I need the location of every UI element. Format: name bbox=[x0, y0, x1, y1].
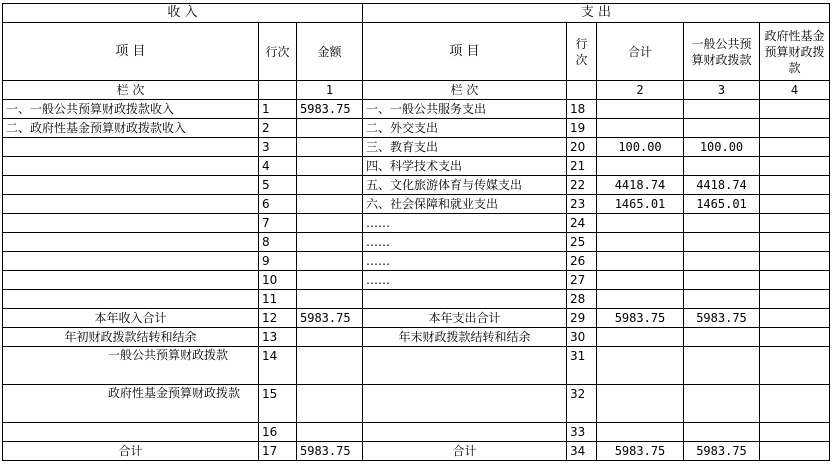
amount-cell bbox=[684, 214, 760, 233]
amount-cell bbox=[684, 119, 760, 138]
table-row bbox=[3, 271, 830, 290]
column-number: 4 bbox=[760, 81, 830, 100]
row-number: 7 bbox=[259, 214, 297, 233]
row-number: 11 bbox=[259, 290, 297, 309]
amount-cell: 5983.75 bbox=[297, 309, 363, 328]
amount-cell: 100.00 bbox=[684, 138, 760, 157]
income-item-header: 项 目 bbox=[3, 23, 259, 81]
income-item-cell: 二、政府性基金预算财政拨款收入 bbox=[3, 119, 259, 138]
row-number: 12 bbox=[259, 309, 297, 328]
table-row bbox=[3, 290, 830, 309]
income-item-cell bbox=[3, 290, 259, 309]
amount-cell bbox=[760, 271, 830, 290]
column-label: 栏 次 bbox=[3, 81, 259, 100]
expense-item-cell: 四、科学技术支出 bbox=[363, 157, 567, 176]
amount-cell bbox=[684, 290, 760, 309]
total-header: 合计 bbox=[597, 23, 684, 81]
amount-cell bbox=[297, 195, 363, 214]
expense-item-cell: 二、外交支出 bbox=[363, 119, 567, 138]
amount-cell bbox=[760, 119, 830, 138]
column-label: 栏 次 bbox=[363, 81, 567, 100]
expense-item-cell: …… bbox=[363, 214, 567, 233]
grand-total-label: 合计 bbox=[3, 442, 259, 461]
row-number: 19 bbox=[567, 119, 597, 138]
amount-cell bbox=[760, 214, 830, 233]
expense-item-cell: …… bbox=[363, 271, 567, 290]
row-number: 6 bbox=[259, 195, 297, 214]
row-number: 27 bbox=[567, 271, 597, 290]
amount-cell: 5983.75 bbox=[597, 442, 684, 461]
row-number: 1 bbox=[259, 100, 297, 119]
end-balance-label: 年末财政拨款结转和结余 bbox=[363, 328, 567, 347]
amount-cell bbox=[684, 271, 760, 290]
amount-cell bbox=[597, 233, 684, 252]
row-number: 3 bbox=[259, 138, 297, 157]
income-item-cell bbox=[3, 214, 259, 233]
amount-cell bbox=[684, 233, 760, 252]
row-number: 8 bbox=[259, 233, 297, 252]
table-row bbox=[3, 100, 830, 119]
amount-cell bbox=[760, 252, 830, 271]
income-item-cell bbox=[3, 195, 259, 214]
amount-cell bbox=[760, 195, 830, 214]
expense-item-cell: 三、教育支出 bbox=[363, 138, 567, 157]
amount-cell bbox=[597, 271, 684, 290]
amount-cell: 100.00 bbox=[597, 138, 684, 157]
amount-cell bbox=[297, 233, 363, 252]
amount-cell bbox=[297, 138, 363, 157]
amount-cell bbox=[684, 252, 760, 271]
amount-cell bbox=[684, 100, 760, 119]
income-item-cell bbox=[3, 157, 259, 176]
row-number: 13 bbox=[259, 328, 297, 347]
row-number: 16 bbox=[259, 423, 297, 442]
amount-cell: 4418.74 bbox=[684, 176, 760, 195]
amount-cell: 4418.74 bbox=[597, 176, 684, 195]
income-item-cell bbox=[3, 233, 259, 252]
row-number: 20 bbox=[567, 138, 597, 157]
column-number: 1 bbox=[297, 81, 363, 100]
amount-header: 金额 bbox=[297, 23, 363, 81]
income-item-cell: 一、一般公共预算财政拨款收入 bbox=[3, 100, 259, 119]
amount-cell bbox=[760, 100, 830, 119]
expense-item-cell bbox=[363, 290, 567, 309]
table-row bbox=[3, 214, 830, 233]
grand-total-label: 合计 bbox=[363, 442, 567, 461]
row-number: 17 bbox=[259, 442, 297, 461]
income-rowno-header: 行次 bbox=[259, 23, 297, 81]
row-number: 34 bbox=[567, 442, 597, 461]
amount-cell bbox=[297, 214, 363, 233]
row-number: 5 bbox=[259, 176, 297, 195]
amount-cell bbox=[760, 290, 830, 309]
income-header: 收 入 bbox=[3, 4, 363, 23]
amount-cell bbox=[297, 157, 363, 176]
amount-cell bbox=[297, 176, 363, 195]
row-number: 10 bbox=[259, 271, 297, 290]
amount-cell bbox=[597, 252, 684, 271]
begin-balance-label: 年初财政拨款结转和结余 bbox=[3, 328, 259, 347]
amount-cell bbox=[760, 138, 830, 157]
amount-cell bbox=[297, 271, 363, 290]
column-number: 2 bbox=[597, 81, 684, 100]
amount-cell: 5983.75 bbox=[297, 100, 363, 119]
income-item-cell bbox=[3, 138, 259, 157]
row-number: 2 bbox=[259, 119, 297, 138]
table-row bbox=[3, 195, 830, 214]
income-item-cell bbox=[3, 252, 259, 271]
row-number: 25 bbox=[567, 233, 597, 252]
budget-table bbox=[2, 3, 830, 461]
row-number: 29 bbox=[567, 309, 597, 328]
row-number: 22 bbox=[567, 176, 597, 195]
row-number: 23 bbox=[567, 195, 597, 214]
row-number: 26 bbox=[567, 252, 597, 271]
amount-cell bbox=[597, 290, 684, 309]
amount-cell bbox=[597, 119, 684, 138]
income-item-cell bbox=[3, 271, 259, 290]
expense-item-cell: …… bbox=[363, 252, 567, 271]
general-budget-header: 一般公共预算财政拨款 bbox=[684, 23, 760, 81]
amount-cell: 1465.01 bbox=[597, 195, 684, 214]
amount-cell bbox=[297, 252, 363, 271]
table-row bbox=[3, 233, 830, 252]
year-expense-label: 本年支出合计 bbox=[363, 309, 567, 328]
column-number: 3 bbox=[684, 81, 760, 100]
amount-cell: 5983.75 bbox=[684, 442, 760, 461]
fund-budget-label: 政府性基金预算财政拨款 bbox=[3, 385, 259, 423]
expense-item-cell: 六、社会保障和就业支出 bbox=[363, 195, 567, 214]
row-number: 32 bbox=[567, 385, 597, 423]
expense-rowno-header: 行次 bbox=[567, 23, 597, 81]
amount-cell bbox=[760, 157, 830, 176]
expense-item-cell: 五、文化旅游体育与传媒支出 bbox=[363, 176, 567, 195]
amount-cell bbox=[597, 214, 684, 233]
row-number: 24 bbox=[567, 214, 597, 233]
amount-cell bbox=[760, 176, 830, 195]
row-number: 15 bbox=[259, 385, 297, 423]
general-budget-label: 一般公共预算财政拨款 bbox=[3, 347, 259, 385]
row-number: 31 bbox=[567, 347, 597, 385]
row-number: 4 bbox=[259, 157, 297, 176]
amount-cell bbox=[297, 290, 363, 309]
row-number: 30 bbox=[567, 328, 597, 347]
expense-item-cell: 一、一般公共服务支出 bbox=[363, 100, 567, 119]
amount-cell bbox=[597, 100, 684, 119]
row-number: 18 bbox=[567, 100, 597, 119]
amount-cell: 1465.01 bbox=[684, 195, 760, 214]
fund-budget-header: 政府性基金预算财政拨款 bbox=[760, 23, 830, 81]
row-number: 21 bbox=[567, 157, 597, 176]
income-item-cell bbox=[3, 176, 259, 195]
amount-cell bbox=[684, 157, 760, 176]
expense-header: 支 出 bbox=[363, 4, 830, 23]
amount-cell bbox=[597, 157, 684, 176]
table-row bbox=[3, 176, 830, 195]
row-number: 9 bbox=[259, 252, 297, 271]
amount-cell: 5983.75 bbox=[597, 309, 684, 328]
table-row bbox=[3, 157, 830, 176]
expense-item-cell: …… bbox=[363, 233, 567, 252]
expense-item-header: 项 目 bbox=[363, 23, 567, 81]
row-number: 28 bbox=[567, 290, 597, 309]
amount-cell: 5983.75 bbox=[684, 309, 760, 328]
row-number: 33 bbox=[567, 423, 597, 442]
row-number: 14 bbox=[259, 347, 297, 385]
amount-cell: 5983.75 bbox=[297, 442, 363, 461]
table-row bbox=[3, 138, 830, 157]
amount-cell bbox=[297, 119, 363, 138]
table-row bbox=[3, 119, 830, 138]
amount-cell bbox=[760, 233, 830, 252]
year-income-label: 本年收入合计 bbox=[3, 309, 259, 328]
table-row bbox=[3, 252, 830, 271]
